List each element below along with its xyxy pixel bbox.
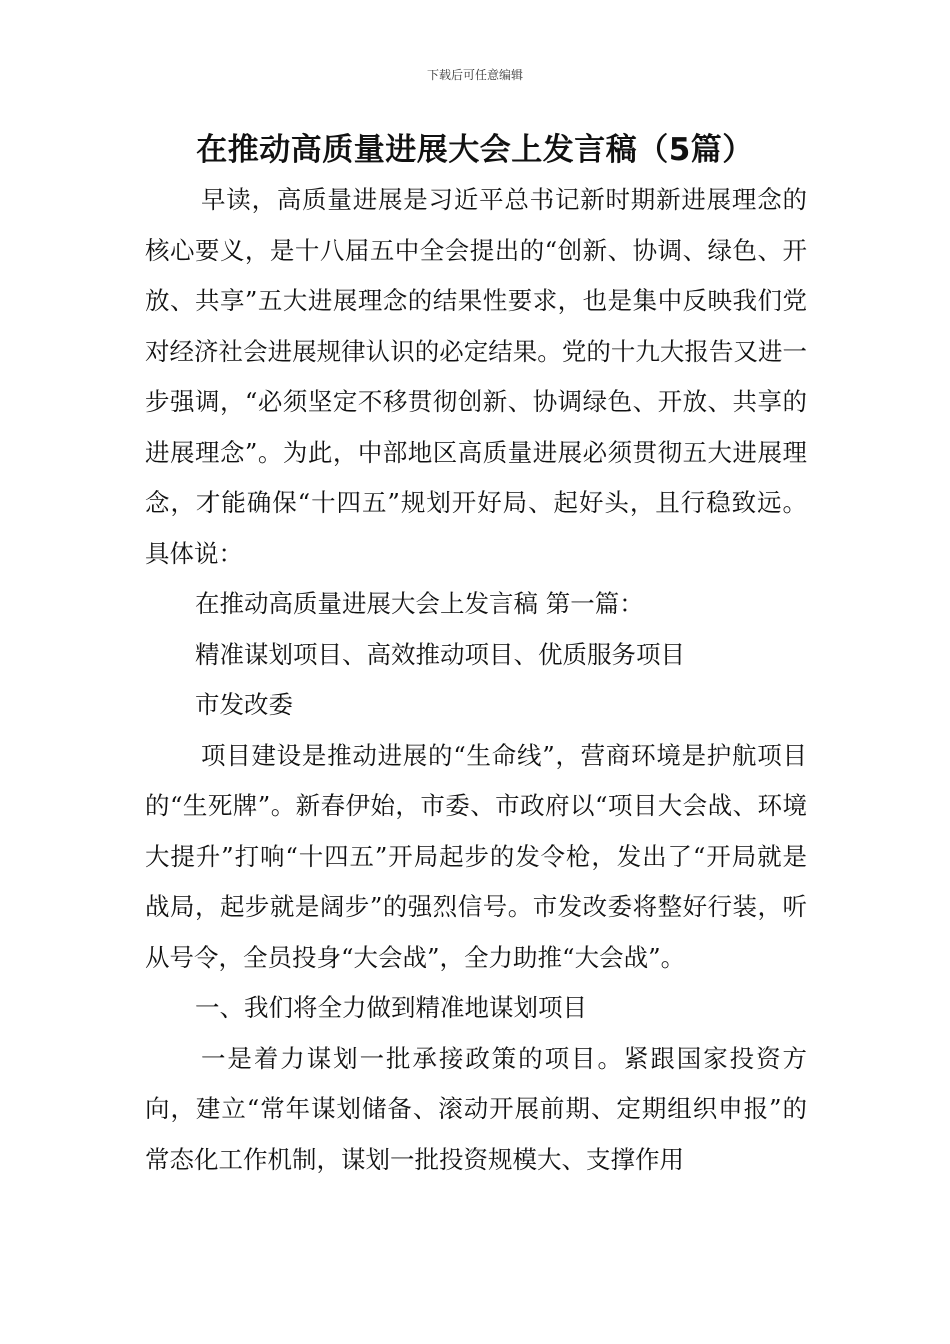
header-note: 下载后可任意编辑 xyxy=(426,68,523,82)
paragraph-point-one: 一是着力谋划一批承接政策的项目。紧跟国家投资方向，建立“常年谋划储备、滚动开展前期、定期组织申报”的常态化工作机制，谋划一批投资规模大、支撑作用 xyxy=(145,1043,807,1174)
document-title: 在推动高质量进展大会上发言稿（5篇） xyxy=(196,132,754,168)
paragraph-heading-one: 一、我们将全力做到精准地谋划项目 xyxy=(195,993,587,1022)
paragraph-section-heading: 在推动高质量进展大会上发言稿 第一篇： xyxy=(195,589,644,618)
document-body xyxy=(145,175,807,1185)
paragraph-subtitle: 精准谋划项目、高效推动项目、优质服务项目 xyxy=(195,639,685,669)
paragraph-project-intro: 项目建设是推动进展的“生命线”，营商环境是护航项目的“生死牌”。新春伊始，市委、市政府以“项目大会战、环境大提升”打响“十四五”开局起步的发令枪，发出了“开局就是战局，起步就是阔步”的强烈信号。市发改委将整好行装，听从号令，全员投身“大会战”，全力助推“大会战”。 xyxy=(145,740,807,972)
paragraph-author: 市发改委 xyxy=(195,690,293,719)
paragraph-intro: 早读，高质量进展是习近平总书记新时期新进展理念的核心要义，是十八届五中全会提出的“创新、协调、绿色、开放、共享”五大进展理念的结果性要求，也是集中反映我们党对经济社会进展规律认识的必定结果。党的十九大报告又进一步强调，“必须坚定不移贯彻创新、协调绿色、开放、共享的进展理念”。为此，中部地区高质量进展必须贯彻五大进展理念，才能确保“十四五”规划开好局、起好头，且行稳致远。具体说： xyxy=(145,185,807,568)
